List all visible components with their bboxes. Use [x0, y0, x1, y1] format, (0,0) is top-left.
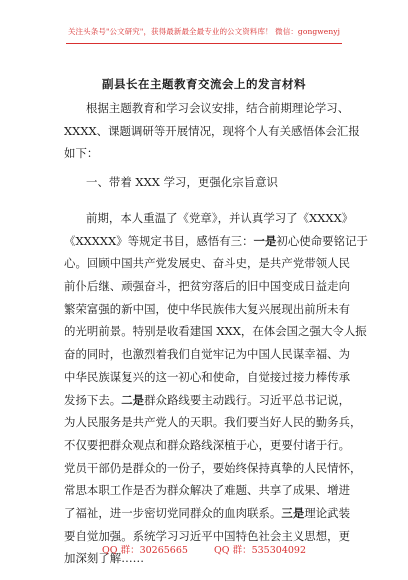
text-line: 不仅要把群众观点和群众路线深植于心，更要付诸于行。 [64, 437, 351, 452]
body-paragraph [64, 207, 368, 570]
emphasis-label: 一是 [253, 233, 277, 248]
header-banner: 关注头条号"公文研究"，获得最新最全最专业的公文资料库！ 微信：gongwenyj [67, 27, 341, 36]
text-line: 常思本职工作是否为群众解决了难题、共享了成果、增进 [64, 483, 351, 498]
text-line: 如下： [64, 146, 99, 161]
text-line: 中华民族谋复兴的这一初心和使命，自觉接过接力棒传承 [64, 369, 351, 384]
text-line: 加深刻了解…… [64, 551, 145, 566]
text-line: 《XXXXX》等规定书目，感悟有三：一是初心使命要铭记于 [64, 233, 368, 248]
text-line: 的光明前景。特别是收看建国 XXX，在体会国之强大令人振 [64, 324, 367, 339]
footer-qq-group-1: QQ 群：30265665 [101, 545, 188, 556]
footer-qq-group-2: QQ 群：535304092 [214, 545, 306, 556]
text-line: 了福祉，进一步密切党同群众的血肉联系。三是理论武装 [64, 505, 351, 520]
text-line: 繁荣富强的新中国，使中华民族伟大复兴展现出前所未有 [64, 301, 351, 316]
text-line: 为人民服务是共产党人的天职。我们要当好人民的勤务兵， [64, 415, 362, 430]
text-line: 根据主题教育和学习会议安排，结合前期理论学习、 [86, 101, 350, 115]
header-divider [66, 43, 342, 44]
text-line: 心。回顾中国共产党发展史、奋斗史，是共产党带领人民 [64, 256, 351, 271]
text-line: XXXX、课题调研等开展情况，现将个人有关感悟体会汇报 [64, 123, 360, 138]
text-line: 党员干部仍是群众的一份子，要始终保持真挚的人民情怀， [64, 460, 362, 475]
text-line: 前期，本人重温了《党章》，并认真学习了《XXXX》 [86, 211, 354, 225]
footer-contact [0, 542, 408, 556]
text-line: 要自觉加强。系统学习习近平中国特色社会主义思想，更 [64, 528, 351, 543]
section-heading [64, 171, 346, 194]
text-line: 前仆后继、顽强奋斗，把贫穷落后的旧中国变成日益走向 [64, 279, 351, 294]
section-1-heading: 一、带着 XXX 学习，更强化宗旨意识 [86, 175, 278, 189]
text-line: 发扬下去。二是群众路线要主动践行。习近平总书记说， [64, 392, 351, 407]
emphasis-label: 二是 [121, 392, 145, 407]
document-title: 副县长在主题教育交流会上的发言材料 [102, 77, 306, 91]
text-line: 奋的同时，也激烈着我们自觉牢记为中国人民谋幸福、为 [64, 347, 351, 362]
emphasis-label: 三是 [281, 505, 305, 520]
intro-paragraph [64, 97, 360, 165]
